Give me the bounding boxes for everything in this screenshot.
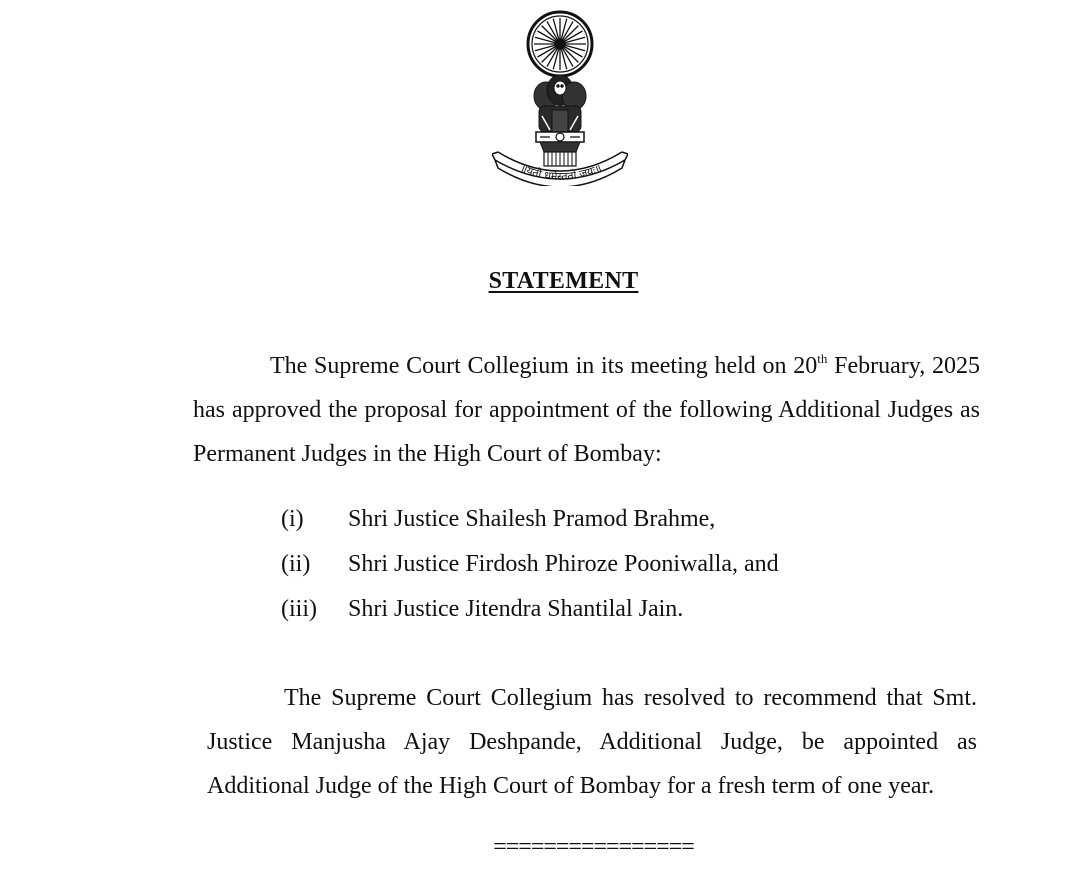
- paragraph-approval-text-end: February, 2025 has approved the proposal for appointment of the following Additional Judges as Permanent Judges in the High Court of Bombay:: [193, 353, 980, 467]
- judge-name: Shri Justice Shailesh Pramod Brahme,: [348, 506, 716, 532]
- list-item: [281, 542, 779, 587]
- list-item-number: (iii): [281, 596, 317, 622]
- motto-text: ॥यतो धर्मस्ततो जयः॥: [518, 161, 604, 184]
- list-item: [281, 497, 779, 542]
- dharma-chakra-icon: [528, 12, 592, 76]
- paragraph-approval: [193, 344, 980, 476]
- separator-line: ================: [493, 834, 694, 860]
- list-item-number: (ii): [281, 551, 311, 577]
- page-title: STATEMENT: [488, 268, 639, 294]
- judges-list: [281, 497, 779, 632]
- paragraph-recommendation: [207, 676, 977, 808]
- judge-name: Shri Justice Jitendra Shantilal Jain.: [348, 596, 684, 622]
- judge-name: Shri Justice Firdosh Phiroze Pooniwalla, and: [348, 551, 779, 577]
- supreme-court-emblem: [492, 10, 628, 186]
- paragraph-approval-text-start: The Supreme Court Collegium in its meeting held on 20: [270, 353, 818, 379]
- lion-capital-icon: [534, 75, 586, 166]
- ordinal-suffix: th: [817, 351, 828, 366]
- list-item-number: (i): [281, 506, 304, 532]
- paragraph-recommendation-text: The Supreme Court Collegium has resolved to recommend that Smt. Justice Manjusha Ajay Deshpande, Additional Judge, be appointed as Additional Judge of the High Court of Bombay for a fresh term of one year.: [207, 685, 977, 799]
- list-item: [281, 587, 779, 632]
